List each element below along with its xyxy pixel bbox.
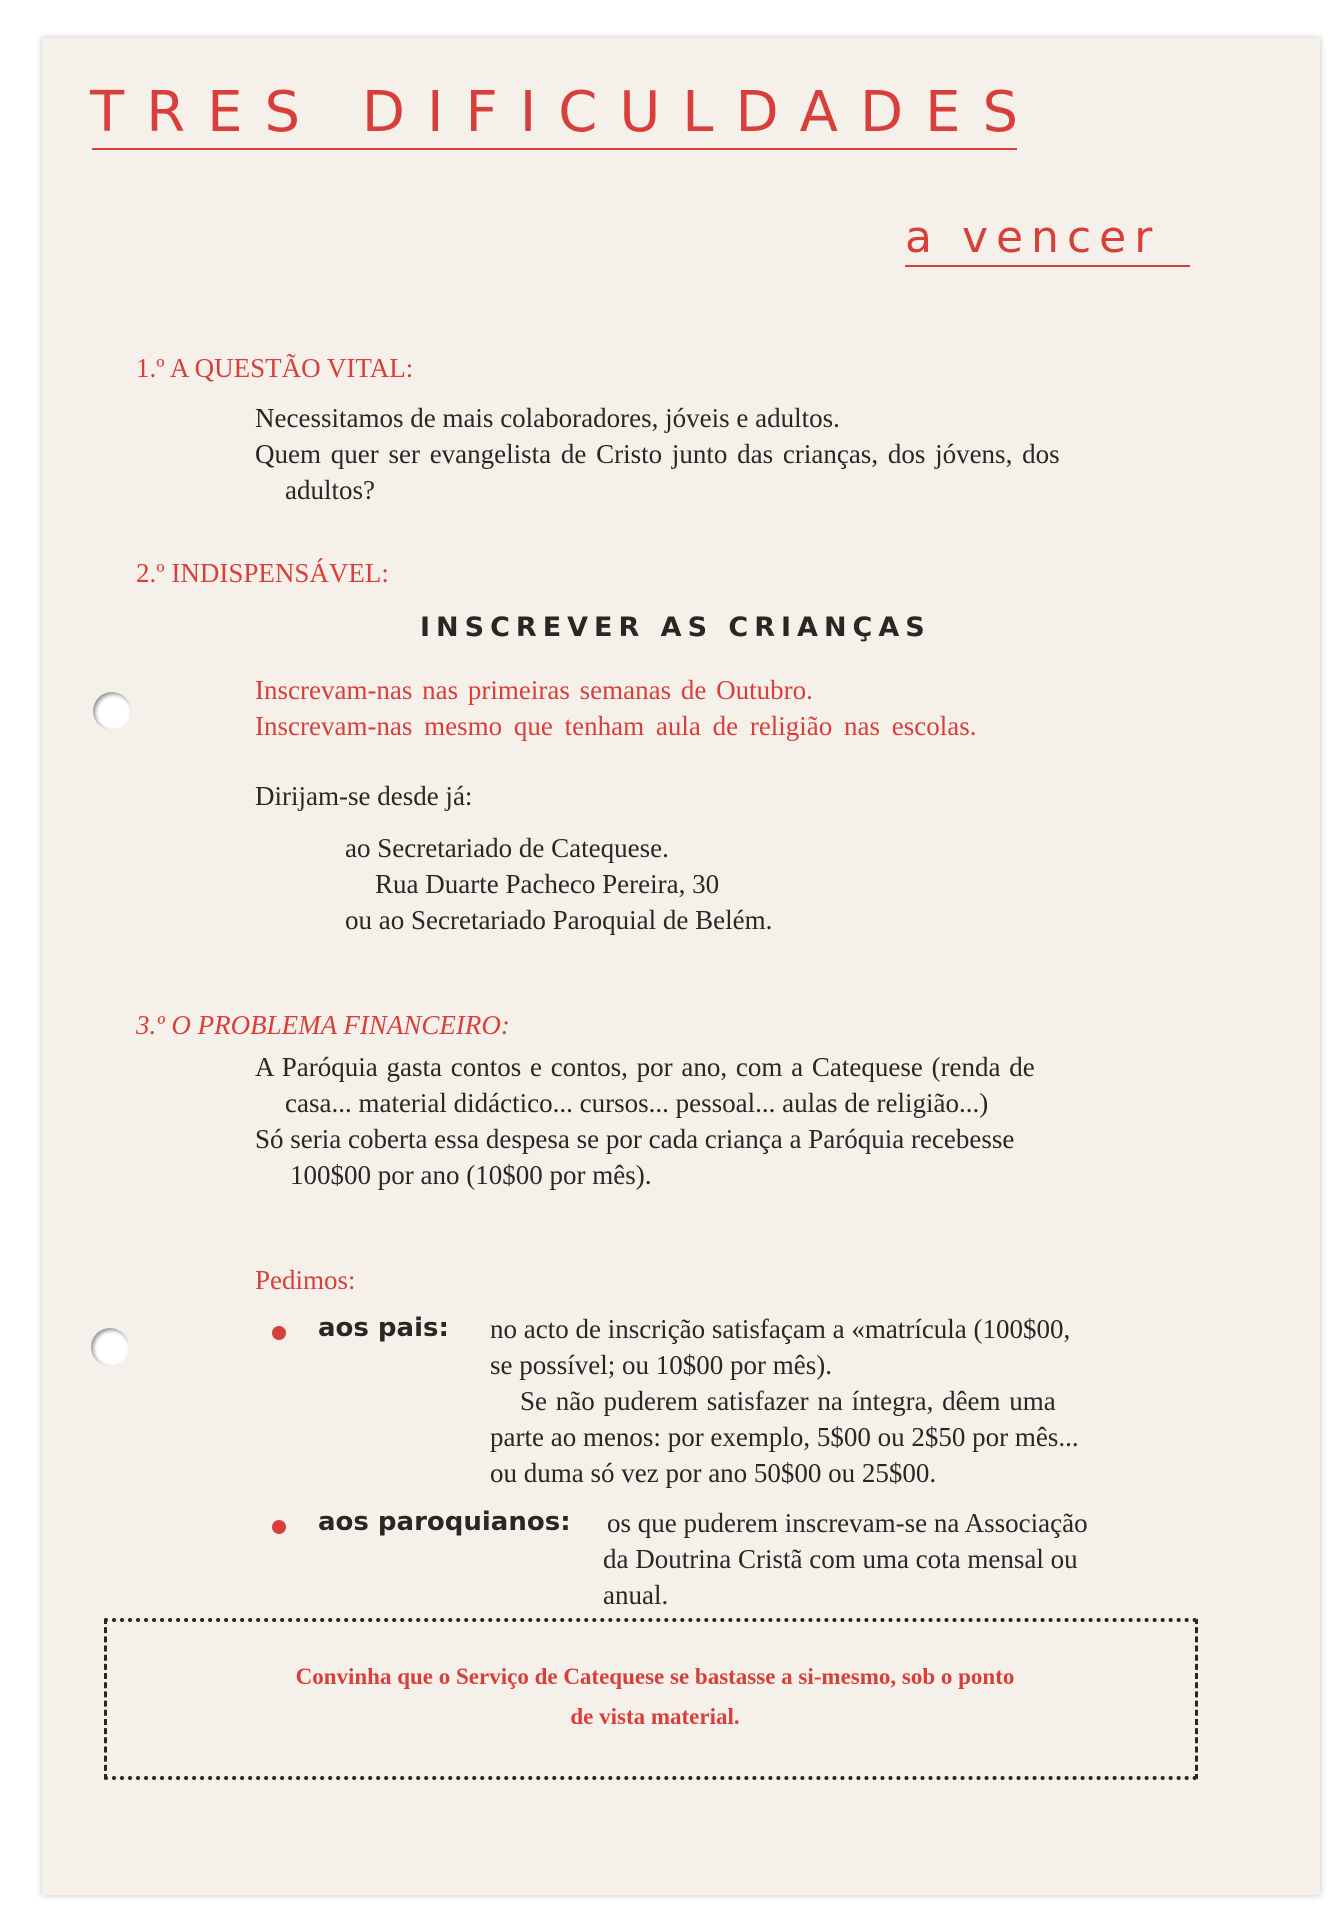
parishioners-line3: anual. <box>603 1580 669 1610</box>
show-through-text <box>600 310 610 357</box>
subtitle-underline <box>905 265 1190 267</box>
section2-red-line2: Inscrevam-nas mesmo que tenham aula de religião nas escolas. <box>255 711 977 741</box>
section1-line3: adultos? <box>285 475 375 505</box>
section3-line3: Só seria coberta essa despesa se por cada criança a Paróquia recebesse <box>255 1124 1015 1154</box>
footer-line2: de vista material. <box>570 1704 740 1729</box>
parishioners-label: aos paroquianos: <box>318 1507 571 1537</box>
title-underline <box>92 148 1017 150</box>
section3-heading: 3.º O PROBLEMA FINANCEIRO: <box>136 1010 510 1040</box>
section2-address1: ao Secretariado de Catequese. <box>345 833 669 863</box>
parents-line2: se possível; ou 10$00 por mês). <box>490 1350 832 1380</box>
footer-box-text <box>140 1657 1170 1737</box>
page-subtitle: a vencer <box>905 212 1161 263</box>
section2-red-line1: Inscrevam-nas nas primeiras semanas de Outubro. <box>255 675 813 705</box>
page-title: TRES DIFICULDADES <box>90 80 1040 145</box>
punch-hole <box>91 1328 129 1366</box>
section1-line2: Quem quer ser evangelista de Cristo junto das crianças, dos jóvens, dos <box>255 439 1060 469</box>
parents-line5: ou duma só vez por ano 50$00 ou 25$00. <box>490 1458 937 1488</box>
parishioners-line1: os que puderem inscrevam-se na Associação <box>607 1508 1088 1538</box>
parents-line4: parte ao menos: por exemplo, 5$00 ou 2$50 por mês... <box>490 1422 1079 1452</box>
footer-line1: Convinha que o Serviço de Catequese se bastasse a si-mesmo, sob o ponto <box>295 1664 1015 1689</box>
section1-heading: 1.º A QUESTÃO VITAL: <box>136 353 414 383</box>
section2-address2: Rua Duarte Pacheco Pereira, 30 <box>375 869 720 899</box>
section2-address3: ou ao Secretariado Paroquial de Belém. <box>345 905 773 935</box>
punch-hole <box>93 692 131 730</box>
parishioners-line2: da Doutrina Cristã com uma cota mensal ou <box>603 1544 1078 1574</box>
section2-heading: 2.º INDISPENSÁVEL: <box>136 558 389 588</box>
section3-line2: casa... material didáctico... cursos... pessoal... aulas de religião...) <box>285 1088 989 1118</box>
section1-line1: Necessitamos de mais colaboradores, jóveis e adultos. <box>255 403 840 433</box>
section2-banner: INSCREVER AS CRIANÇAS <box>420 612 931 643</box>
parents-label: aos pais: <box>318 1313 449 1343</box>
bullet-icon <box>272 1520 286 1534</box>
section2-direct: Dirijam-se desde já: <box>255 781 473 811</box>
section3-line4: 100$00 por ano (10$00 por mês). <box>290 1160 652 1190</box>
parents-line3: Se não puderem satisfazer na íntegra, dêem uma <box>520 1386 1056 1416</box>
bullet-icon <box>272 1326 286 1340</box>
document-page <box>42 38 1320 1895</box>
requests-heading: Pedimos: <box>255 1265 356 1295</box>
section3-line1: A Paróquia gasta contos e contos, por ano, com a Catequese (renda de <box>255 1052 1035 1082</box>
parents-line1: no acto de inscrição satisfaçam a «matrícula (100$00, <box>490 1314 1071 1344</box>
